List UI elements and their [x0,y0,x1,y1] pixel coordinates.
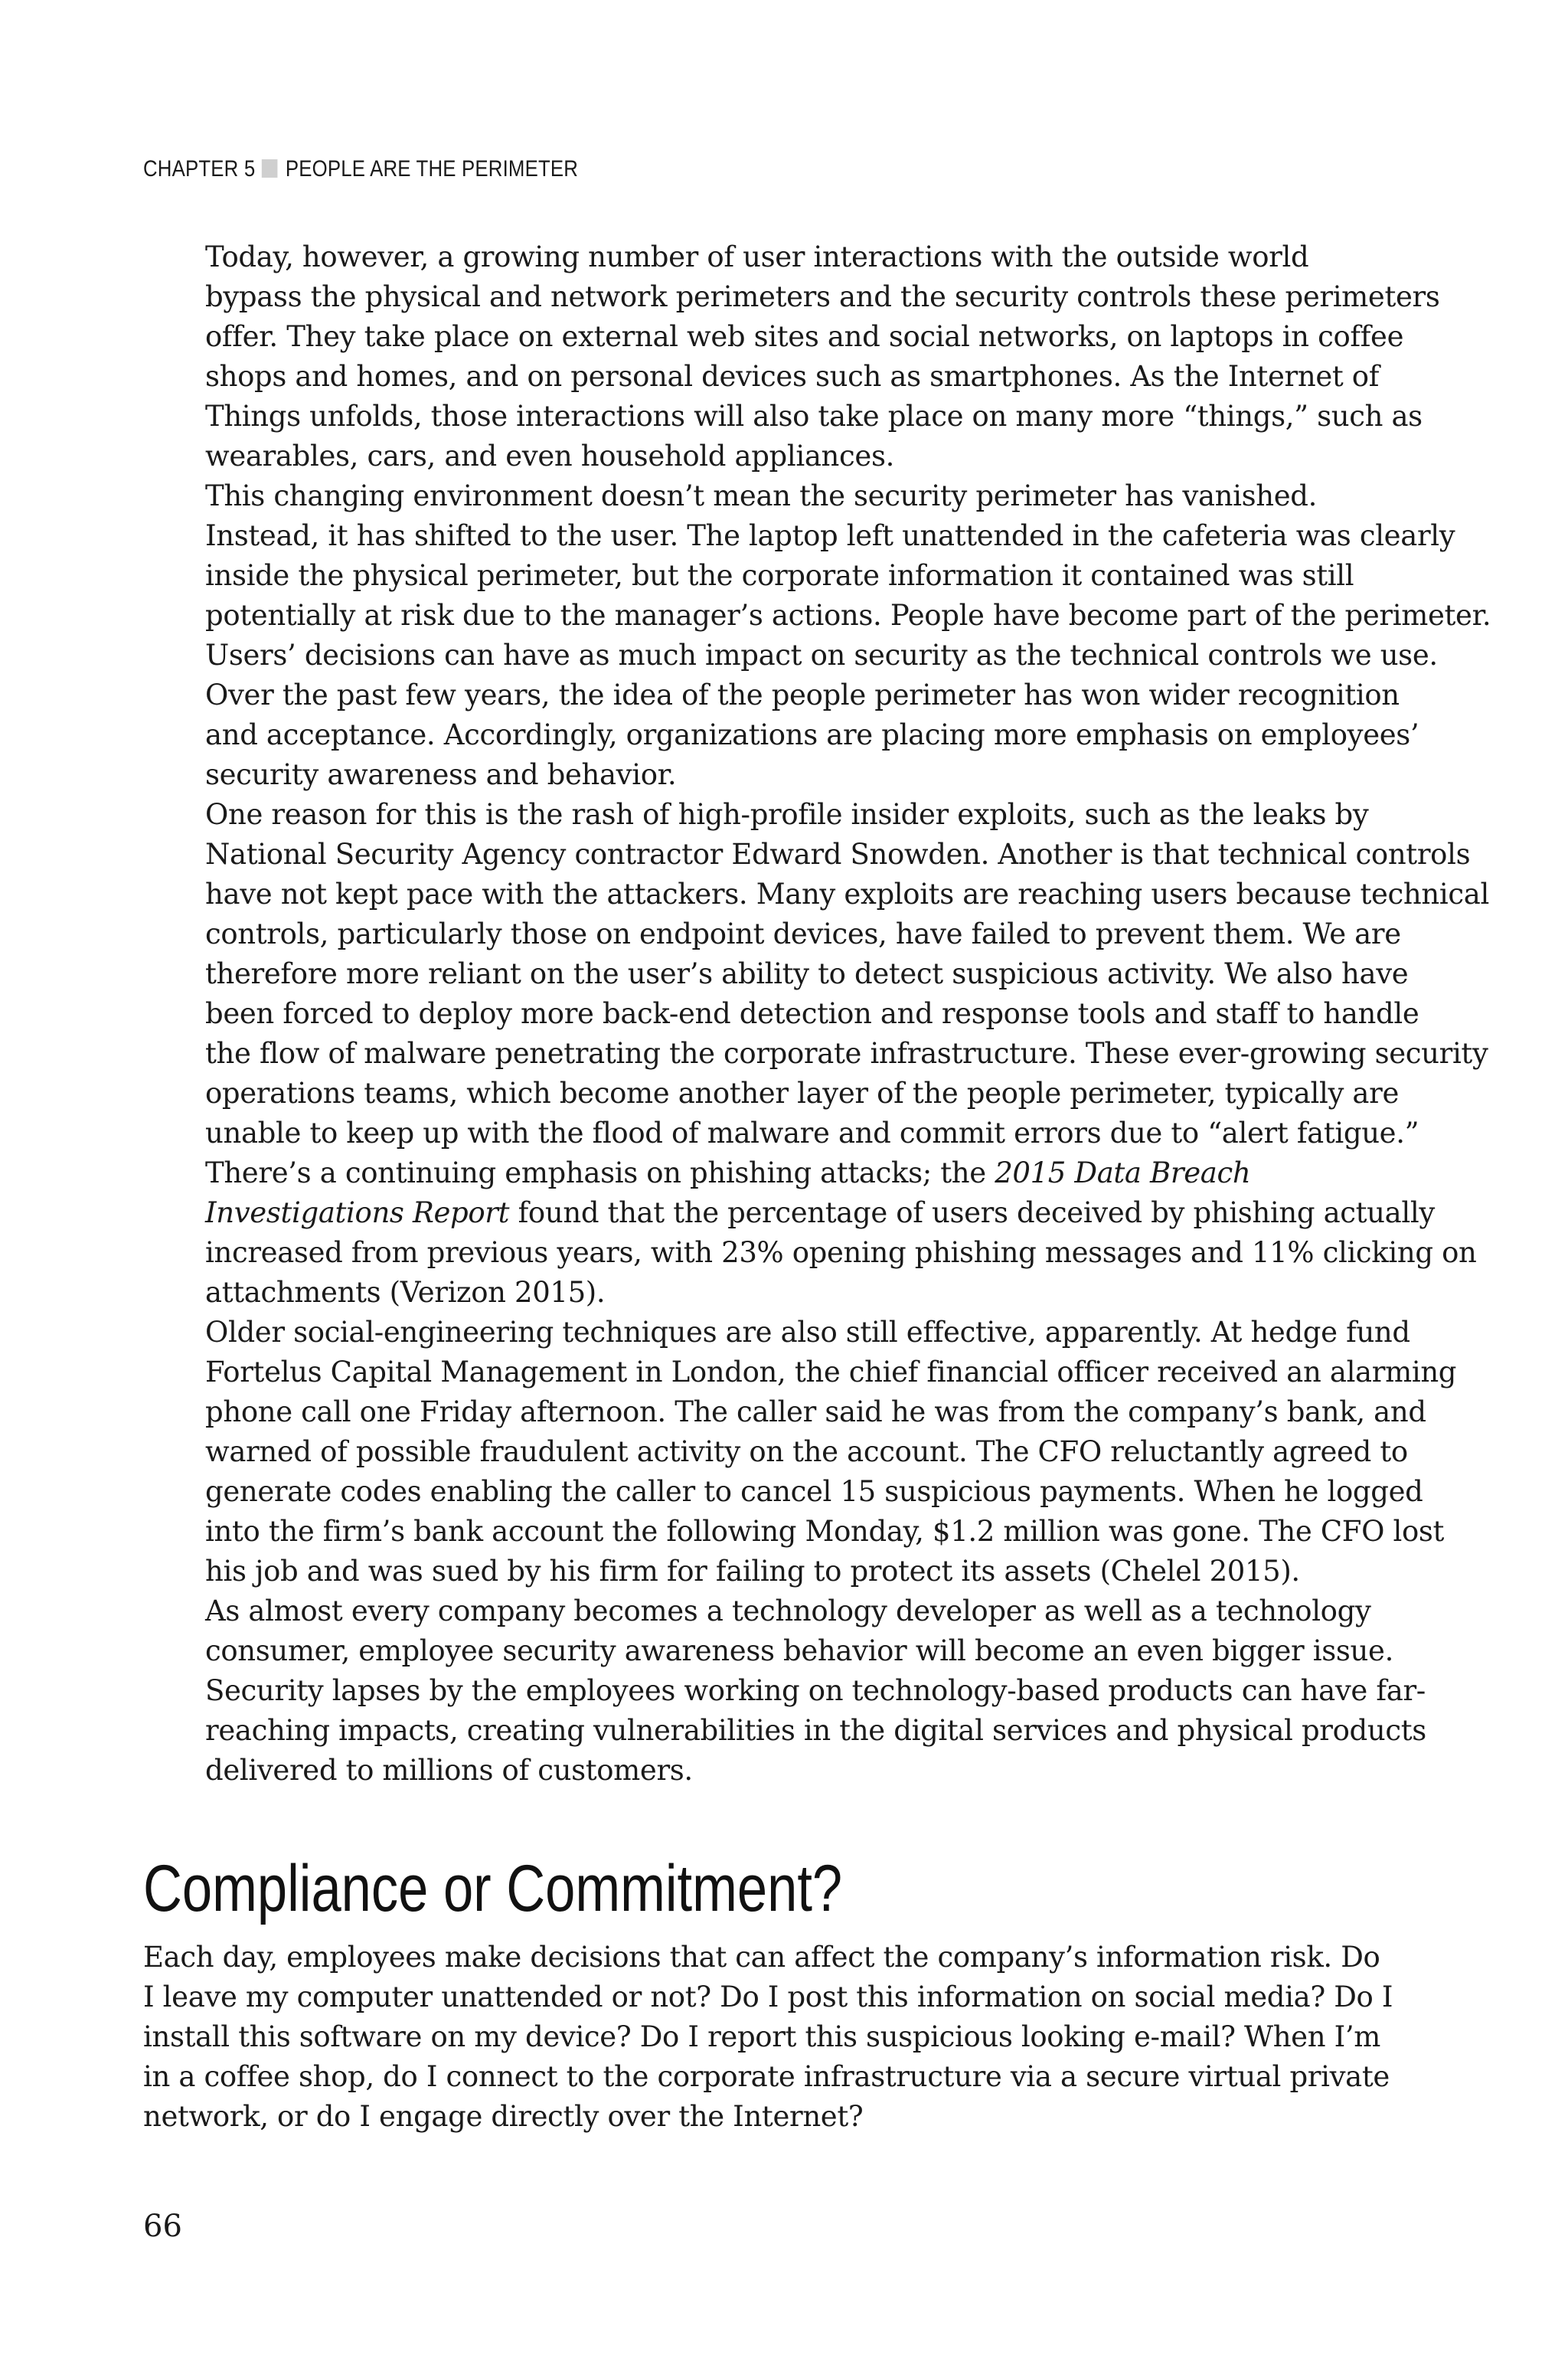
paragraph [143,1153,1477,1313]
body-text [143,237,1491,1791]
text-line: I leave my computer unattended or not? Do I post this information on social media? Do I [143,1981,1393,2013]
text-line: Each day, employees make decisions that can affect the company’s information risk. Do [143,1941,1380,1974]
text-line: generate codes enabling the caller to cancel 15 suspicious payments. When he logged [205,1475,1423,1508]
text-line: One reason for this is the rash of high-profile insider exploits, such as the leaks by [205,798,1369,831]
text-line: potentially at risk due to the manager’s actions. People have become part of the perimeter. [205,599,1491,632]
page-number: 66 [143,2209,182,2244]
text-line: have not kept pace with the attackers. Many exploits are reaching users because technical [205,878,1489,911]
text-line: bypass the physical and network perimeters and the security controls these perimeters [205,280,1440,313]
report-title-italic: 2015 Data Breach [995,1156,1251,1189]
text-run: There’s a continuing emphasis on phishing attacks; the [205,1156,995,1189]
text-line: controls, particularly those on endpoint devices, have failed to prevent them. We are [205,918,1401,950]
text-line: This changing environment doesn’t mean the security perimeter has vanished. [205,479,1318,512]
text-line: As almost every company becomes a technology developer as well as a technology [205,1595,1371,1627]
text-line: wearables, cars, and even household appliances. [205,440,895,473]
text-line: Older social-engineering techniques are also still effective, apparently. At hedge fund [205,1316,1410,1349]
paragraph [143,1313,1457,1591]
text-line: warned of possible fraudulent activity on the account. The CFO reluctantly agreed to [205,1435,1408,1468]
text-line: network, or do I engage directly over the Internet? [143,2100,864,2133]
text-line: security awareness and behavior. [205,758,677,791]
text-line: and acceptance. Accordingly, organizations are placing more emphasis on employees’ [205,718,1419,751]
text-line [143,1153,1380,1193]
report-title-italic: Investigations Report [205,1196,510,1229]
paragraph [143,795,1489,1153]
text-line: operations teams, which become another layer of the people perimeter, typically are [205,1077,1400,1110]
chapter-title: PEOPLE ARE THE PERIMETER [285,156,579,182]
section-heading: Compliance or Commitment? [143,1852,843,1925]
text-run: found that the percentage of users deceived by phishing actually [509,1196,1435,1229]
text-line: install this software on my device? Do I report this suspicious looking e-mail? When I’m [143,2020,1381,2053]
text-line: shops and homes, and on personal devices such as smartphones. As the Internet of [205,360,1380,393]
text-line: National Security Agency contractor Edward Snowden. Another is that technical controls [205,838,1471,871]
text-line: attachments (Verizon 2015). [205,1276,606,1309]
text-line: Things unfolds, those interactions will also take place on many more “things,” such as [205,400,1423,433]
text-line: increased from previous years, with 23% opening phishing messages and 11% clicking on [205,1236,1477,1269]
text-line: Today, however, a growing number of user interactions with the outside world [205,240,1309,273]
text-line: therefore more reliant on the user’s ability to detect suspicious activity. We also have [205,957,1409,990]
separator-square-icon [262,159,278,178]
text-line: consumer, employee security awareness behavior will become an even bigger issue. [205,1634,1393,1667]
text-line: Over the past few years, the idea of the people perimeter has won wider recognition [205,679,1400,711]
text-line: inside the physical perimeter, but the corporate information it contained was still [205,559,1354,592]
text-line: the flow of malware penetrating the corporate infrastructure. These ever-growing security [205,1037,1488,1070]
paragraph [143,476,1491,675]
text-line: Security lapses by the employees working on technology-based products can have far- [205,1674,1426,1707]
text-line: his job and was sued by his firm for failing to protect its assets (Chelel 2015). [205,1555,1300,1588]
paragraph [143,237,1440,476]
text-line: delivered to millions of customers. [205,1754,693,1787]
text-line [143,1193,1435,1233]
paragraph [143,1591,1426,1791]
text-line: been forced to deploy more back-end detection and response tools and staff to handle [205,997,1419,1030]
text-line: phone call one Friday afternoon. The caller said he was from the company’s bank, and [205,1395,1426,1428]
running-head [143,156,578,182]
text-line: offer. They take place on external web sites and social networks, on laptops in coffee [205,320,1404,353]
paragraph [143,675,1419,795]
text-line: unable to keep up with the flood of malware and commit errors due to “alert fatigue.” [205,1117,1419,1150]
paragraph [143,1938,1393,2137]
section-body [143,1938,1393,2137]
text-line: in a coffee shop, do I connect to the corporate infrastructure via a secure virtual private [143,2060,1390,2093]
text-line: Users’ decisions can have as much impact on security as the technical controls we use. [205,639,1438,672]
text-line: Fortelus Capital Management in London, the chief financial officer received an alarming [205,1356,1457,1389]
text-line: into the firm’s bank account the following Monday, $1.2 million was gone. The CFO lost [205,1515,1445,1548]
text-line: Instead, it has shifted to the user. The laptop left unattended in the cafeteria was clearly [205,519,1455,552]
chapter-label: CHAPTER 5 [143,156,256,182]
text-line: reaching impacts, creating vulnerabilities in the digital services and physical products [205,1714,1426,1747]
